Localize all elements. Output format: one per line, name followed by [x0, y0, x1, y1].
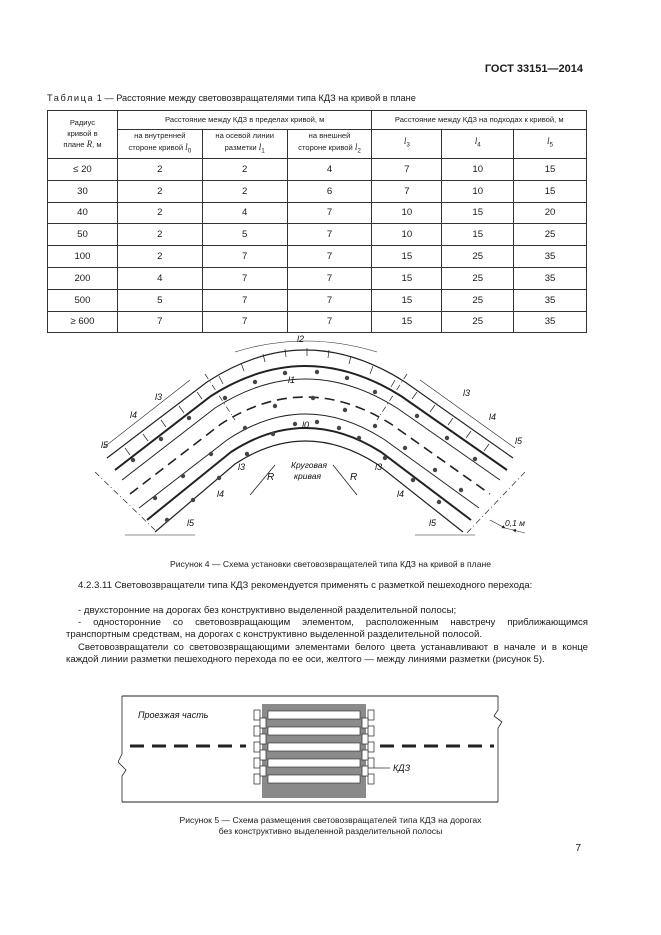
col-header-radius: Радиус кривой в плане R, м: [48, 111, 118, 159]
label-l5-inner-left: l5: [187, 518, 195, 528]
list-item-one-sided-text: - односторонние со световозвращающим элементом, расположенным навстречу приближающимся транспортным средствам, на дорогах с конструктивно выделенной разделительной полосой.: [66, 617, 588, 641]
table-cell: 15: [514, 180, 587, 202]
table-cell: 25: [442, 311, 514, 333]
label-l3-inner-left: l3: [238, 462, 246, 472]
table-cell: 15: [514, 159, 587, 181]
col-header-axis: на осевой линии разметки $l_1$: [202, 130, 287, 159]
label-l3-inner-right: l3: [375, 462, 383, 472]
group-header-approach: Расстояние между КДЗ на подходах к кривой, м: [372, 111, 587, 130]
table-cell: 4: [287, 159, 372, 181]
table-cell: 100: [48, 246, 118, 268]
table-cell: 2: [117, 180, 202, 202]
page-number: 7: [575, 843, 581, 854]
table-cell: 7: [202, 311, 287, 333]
table-row: [48, 267, 587, 289]
road-break-right: [494, 696, 502, 802]
list-item-one-sided: [66, 617, 588, 641]
table-cell: 5: [117, 289, 202, 311]
label-l2: l2: [297, 334, 305, 344]
label-gap: 0,1 м: [505, 518, 525, 528]
paragraph-4-2-3-11-text: 4.2.3.11 Световозвращатели типа КДЗ рекомендуется применять с разметкой пешеходного перехода:: [78, 580, 533, 591]
table-cell: 7: [287, 267, 372, 289]
table-caption-text: 1 — Расстояние между световозвращателями типа КДЗ на кривой в плане: [94, 93, 416, 103]
table-cell: 7: [202, 289, 287, 311]
table-cell: 7: [287, 224, 372, 246]
col-header-outer: на внешней стороне кривой $l_2$: [287, 130, 372, 159]
label-radius-left: R: [267, 472, 275, 483]
road-inner-edge: [155, 441, 463, 532]
table-row: [48, 224, 587, 246]
table-cell: 7: [202, 267, 287, 289]
figure4-curve-diagram: [95, 330, 525, 552]
paragraph-reflector-colors: [66, 642, 588, 666]
figure4-caption: Рисунок 4 — Схема установки световозвращателей типа КДЗ на кривой в плане: [169, 559, 491, 569]
table-cell: 10: [442, 180, 514, 202]
road-break-left: [118, 696, 126, 802]
label-l4-inner-left: l4: [217, 489, 225, 499]
table-cell: 7: [287, 289, 372, 311]
paragraph-4-2-3-11: [66, 580, 588, 592]
table-cell: 15: [372, 311, 442, 333]
distance-table: [47, 110, 587, 333]
table-cell: 500: [48, 289, 118, 311]
table-cell: 15: [372, 246, 442, 268]
label-curve-line1: Круговая: [291, 460, 328, 470]
road-label: Проезжая часть: [138, 710, 209, 720]
list-item-two-sided-text: - двухсторонние на дорогах без конструктивно выделенной разделительной полосы;: [78, 605, 457, 616]
table-cell: 2: [202, 159, 287, 181]
label-curve-line2: кривая: [294, 471, 321, 481]
figure5-caption-line2: без конструктивно выделенной разделительной полосы: [218, 826, 443, 836]
table-cell: 25: [442, 289, 514, 311]
label-l4-left: l4: [130, 410, 138, 420]
table-cell: 2: [117, 159, 202, 181]
table-cell: 25: [514, 224, 587, 246]
table-cell: 6: [287, 180, 372, 202]
label-l0: l0: [302, 420, 310, 430]
table-cell: 15: [442, 202, 514, 224]
label-l5-right: l5: [515, 436, 523, 446]
table-cell: 7: [372, 159, 442, 181]
table-cell: 35: [514, 289, 587, 311]
table-cell: 2: [202, 180, 287, 202]
table-cell: 2: [117, 246, 202, 268]
table-cell: 2: [117, 224, 202, 246]
outer-edge-ticks: [125, 348, 489, 455]
table-cell: 35: [514, 311, 587, 333]
figure5-caption: [0, 815, 661, 837]
label-l4-right: l4: [489, 412, 497, 422]
table-cell: 30: [48, 180, 118, 202]
table-cell: 7: [287, 311, 372, 333]
table-cell: 40: [48, 202, 118, 224]
label-radius-right: R: [350, 472, 358, 483]
label-l3-left: l3: [155, 392, 163, 402]
table-row: [48, 159, 587, 181]
table-cell: 15: [442, 224, 514, 246]
label-l1: l1: [288, 375, 296, 385]
table-cell: 10: [372, 202, 442, 224]
table-cell: 4: [202, 202, 287, 224]
label-l3-right: l3: [463, 388, 471, 398]
figure5-crossing-diagram: [118, 690, 504, 808]
table-cell: 20: [514, 202, 587, 224]
table-cell: 200: [48, 267, 118, 289]
table-cell: 15: [372, 267, 442, 289]
document-code: ГОСТ 33151—2014: [484, 63, 583, 75]
table-cell: 50: [48, 224, 118, 246]
figure5-caption-line1: Рисунок 5 — Схема размещения световозвращателей типа КДЗ на дорогах: [179, 815, 482, 825]
col-header-l4: $l_4$: [442, 130, 514, 159]
table-cell: 15: [372, 289, 442, 311]
table-cell: ≤ 20: [48, 159, 118, 181]
table-row: [48, 246, 587, 268]
table-cell: 25: [442, 267, 514, 289]
label-l5-left: l5: [101, 440, 109, 450]
table-cell: 7: [372, 180, 442, 202]
table-cell: 2: [117, 202, 202, 224]
group-header-within-curve: Расстояние между КДЗ в пределах кривой, м: [117, 111, 372, 130]
table-cell: 4: [117, 267, 202, 289]
paragraph-reflector-colors-text: Световозвращатели со световозвращающими элементами белого цвета устанавливают в начале и в конце каждой линии разметки пешеходного перехода по ее оси, желтого — между линиями разметки (рисунок 5).: [66, 642, 588, 666]
label-l4-inner-right: l4: [397, 489, 405, 499]
table-cell: 25: [442, 246, 514, 268]
table-row: [48, 180, 587, 202]
reflector-dots: [131, 370, 477, 522]
col-header-l3: $l_3$: [372, 130, 442, 159]
table-cell: 7: [117, 311, 202, 333]
table-cell: 7: [287, 202, 372, 224]
label-l5-inner-right: l5: [429, 518, 437, 528]
col-header-inner: на внутренней стороне кривой $l_0$: [117, 130, 202, 159]
col-header-l5: $l_5$: [514, 130, 587, 159]
table-cell: 10: [442, 159, 514, 181]
table-cell: ≥ 600: [48, 311, 118, 333]
table-row: [48, 202, 587, 224]
pedestrian-crossing: [262, 704, 366, 798]
table-caption-label: Таблица: [47, 93, 95, 103]
list-item-two-sided: [66, 605, 588, 617]
table-cell: 7: [287, 246, 372, 268]
table-cell: 35: [514, 267, 587, 289]
outer-marking-line: [115, 366, 507, 470]
table-cell: 35: [514, 246, 587, 268]
table-row: [48, 289, 587, 311]
table-cell: 7: [202, 246, 287, 268]
table-cell: 5: [202, 224, 287, 246]
table-caption: [47, 93, 416, 103]
table-cell: 10: [372, 224, 442, 246]
kdz-label: КДЗ: [393, 763, 411, 773]
